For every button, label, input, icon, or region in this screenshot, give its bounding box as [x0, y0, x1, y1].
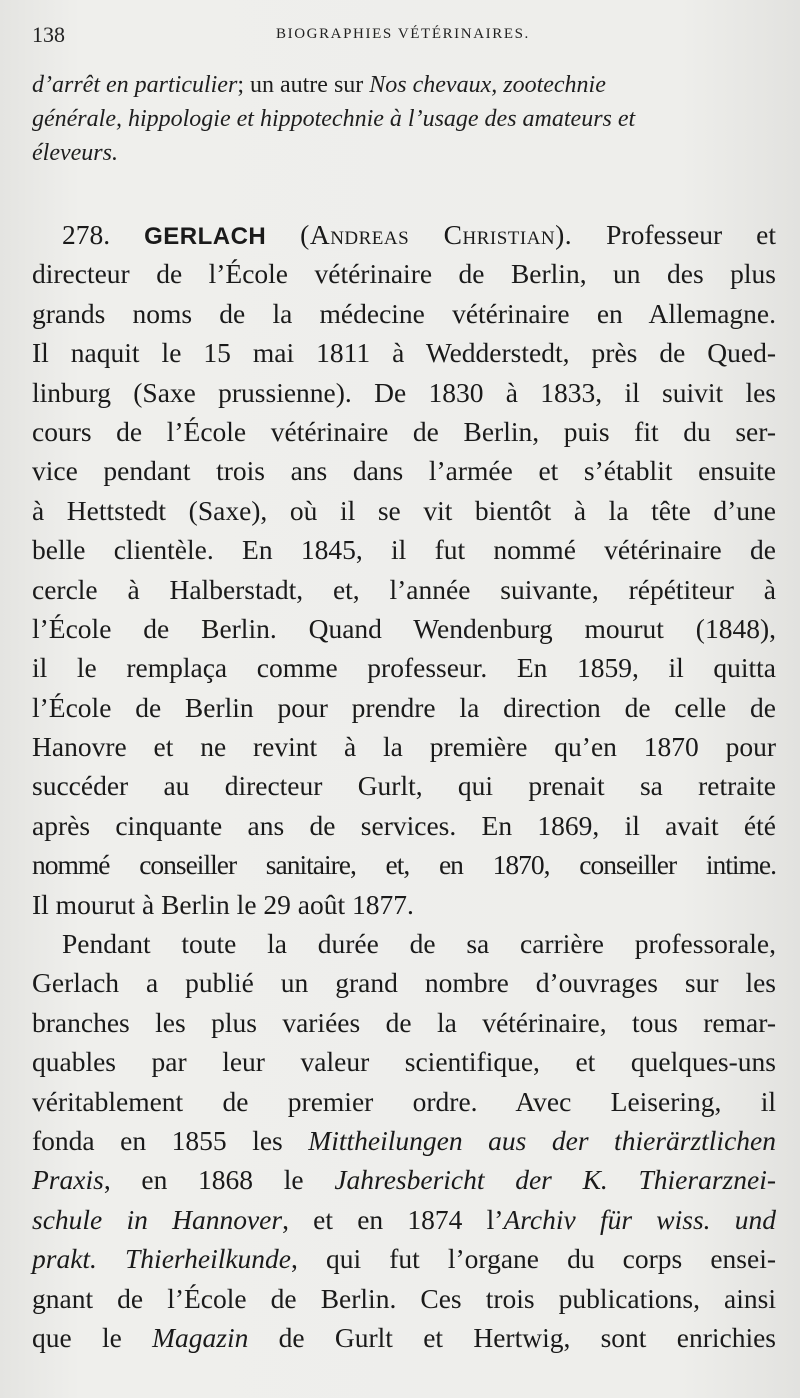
paragraph-line: grands noms de la médecine vétérinaire en Allemagne. [32, 297, 776, 329]
journal-title: Archiv für wiss. und [503, 1203, 776, 1235]
continued-line: éleveurs. [32, 140, 118, 166]
paragraph-line: Il mourut à Berlin le 29 août 1877. [32, 888, 414, 920]
paragraph-line: Il naquit le 15 mai 1811 à Wedderstedt, près de Qued- [32, 337, 776, 369]
paragraph-line: véritablement de premier ordre. Avec Leisering, il [32, 1085, 776, 1117]
paragraph-line: Hanovre et ne revint à la première qu’en 1870 pour [32, 731, 776, 763]
running-head: BIOGRAPHIES VÉTÉRINAIRES. [276, 26, 530, 42]
paragraph-line: belle clientèle. En 1845, il fut nommé vétérinaire de [32, 534, 776, 566]
paragraph-line: branches les plus variées de la vétérinaire, tous remar- [32, 1006, 776, 1038]
paragraph-line: il le remplaça comme professeur. En 1859, il quitta [32, 652, 776, 684]
continued-line: générale, hippologie et hippotechnie à l’usage des amateurs et [32, 106, 636, 132]
paragraph-line: schule in Hannover, et en 1874 l’Archiv für wiss. und [32, 1203, 776, 1235]
journal-title: Magazin [152, 1321, 249, 1353]
entry-278 [32, 215, 776, 1357]
entry-heading-line: 278. GERLACH (Andreas Christian). Professeur et [62, 219, 776, 250]
paragraph-line: fonda en 1855 les Mittheilungen aus der thierärztlichen [32, 1124, 776, 1156]
journal-title: Mittheilungen aus der thierärztlichen [308, 1124, 776, 1156]
paragraph-line: linburg (Saxe prussienne). De 1830 à 1833, il suivit les [32, 376, 776, 408]
paragraph-line: l’École de Berlin pour prendre la direction de celle de [32, 691, 776, 723]
entry-given-names: (Andreas Christian). [300, 219, 573, 250]
paragraph-line: l’École de Berlin. Quand Wendenburg mourut (1848), [32, 612, 776, 644]
paragraph-line: quables par leur valeur scientifique, et quelques-uns [32, 1046, 776, 1078]
paragraph-line: à Hettstedt (Saxe), où il se vit bientôt à la tête d’une [32, 494, 776, 526]
paragraph-line: nommé conseiller sanitaire, et, en 1870, conseiller intime. [32, 849, 776, 881]
paragraph-line: cours de l’École vétérinaire de Berlin, puis fit du ser- [32, 415, 776, 447]
journal-title: schule in Hannover [32, 1203, 283, 1235]
paragraph-line: Gerlach a publié un grand nombre d’ouvrages sur les [32, 967, 776, 999]
paragraph-line: que le Magazin de Gurlt et Hertwig, sont enrichies [32, 1321, 776, 1353]
paragraph-line: prakt. Thierheilkunde, qui fut l’organe du corps ensei- [32, 1243, 776, 1275]
journal-title: prakt. Thierheilkunde [32, 1243, 292, 1275]
journal-title: Jahresbericht der K. Thierarznei- [334, 1164, 776, 1196]
paragraph-line: vice pendant trois ans dans l’armée et s’établit ensuite [32, 455, 776, 487]
paragraph-line: cercle à Halberstadt, et, l’année suivante, répétiteur à [32, 573, 776, 605]
paragraph-line: gnant de l’École de Berlin. Ces trois publications, ainsi [32, 1282, 776, 1314]
entry-number: 278. [62, 219, 111, 250]
paragraph-line: succéder au directeur Gurlt, qui prenait sa retraite [32, 770, 776, 802]
continued-text [32, 68, 772, 170]
entry-name: GERLACH [144, 223, 267, 250]
paragraph-line: Pendant toute la durée de sa carrière professorale, [62, 928, 776, 960]
page-number: 138 [32, 22, 65, 47]
continued-line: d’arrêt en particulier; un autre sur Nos chevaux, zootechnie [32, 72, 606, 98]
journal-title: Praxis [32, 1164, 104, 1196]
paragraph-line: après cinquante ans de services. En 1869, il avait été [32, 809, 776, 841]
paragraph-line: directeur de l’École vétérinaire de Berlin, un des plus [32, 258, 776, 290]
paragraph-line: Praxis, en 1868 le Jahresbericht der K. Thierarznei- [32, 1164, 776, 1196]
page-header [32, 22, 772, 52]
